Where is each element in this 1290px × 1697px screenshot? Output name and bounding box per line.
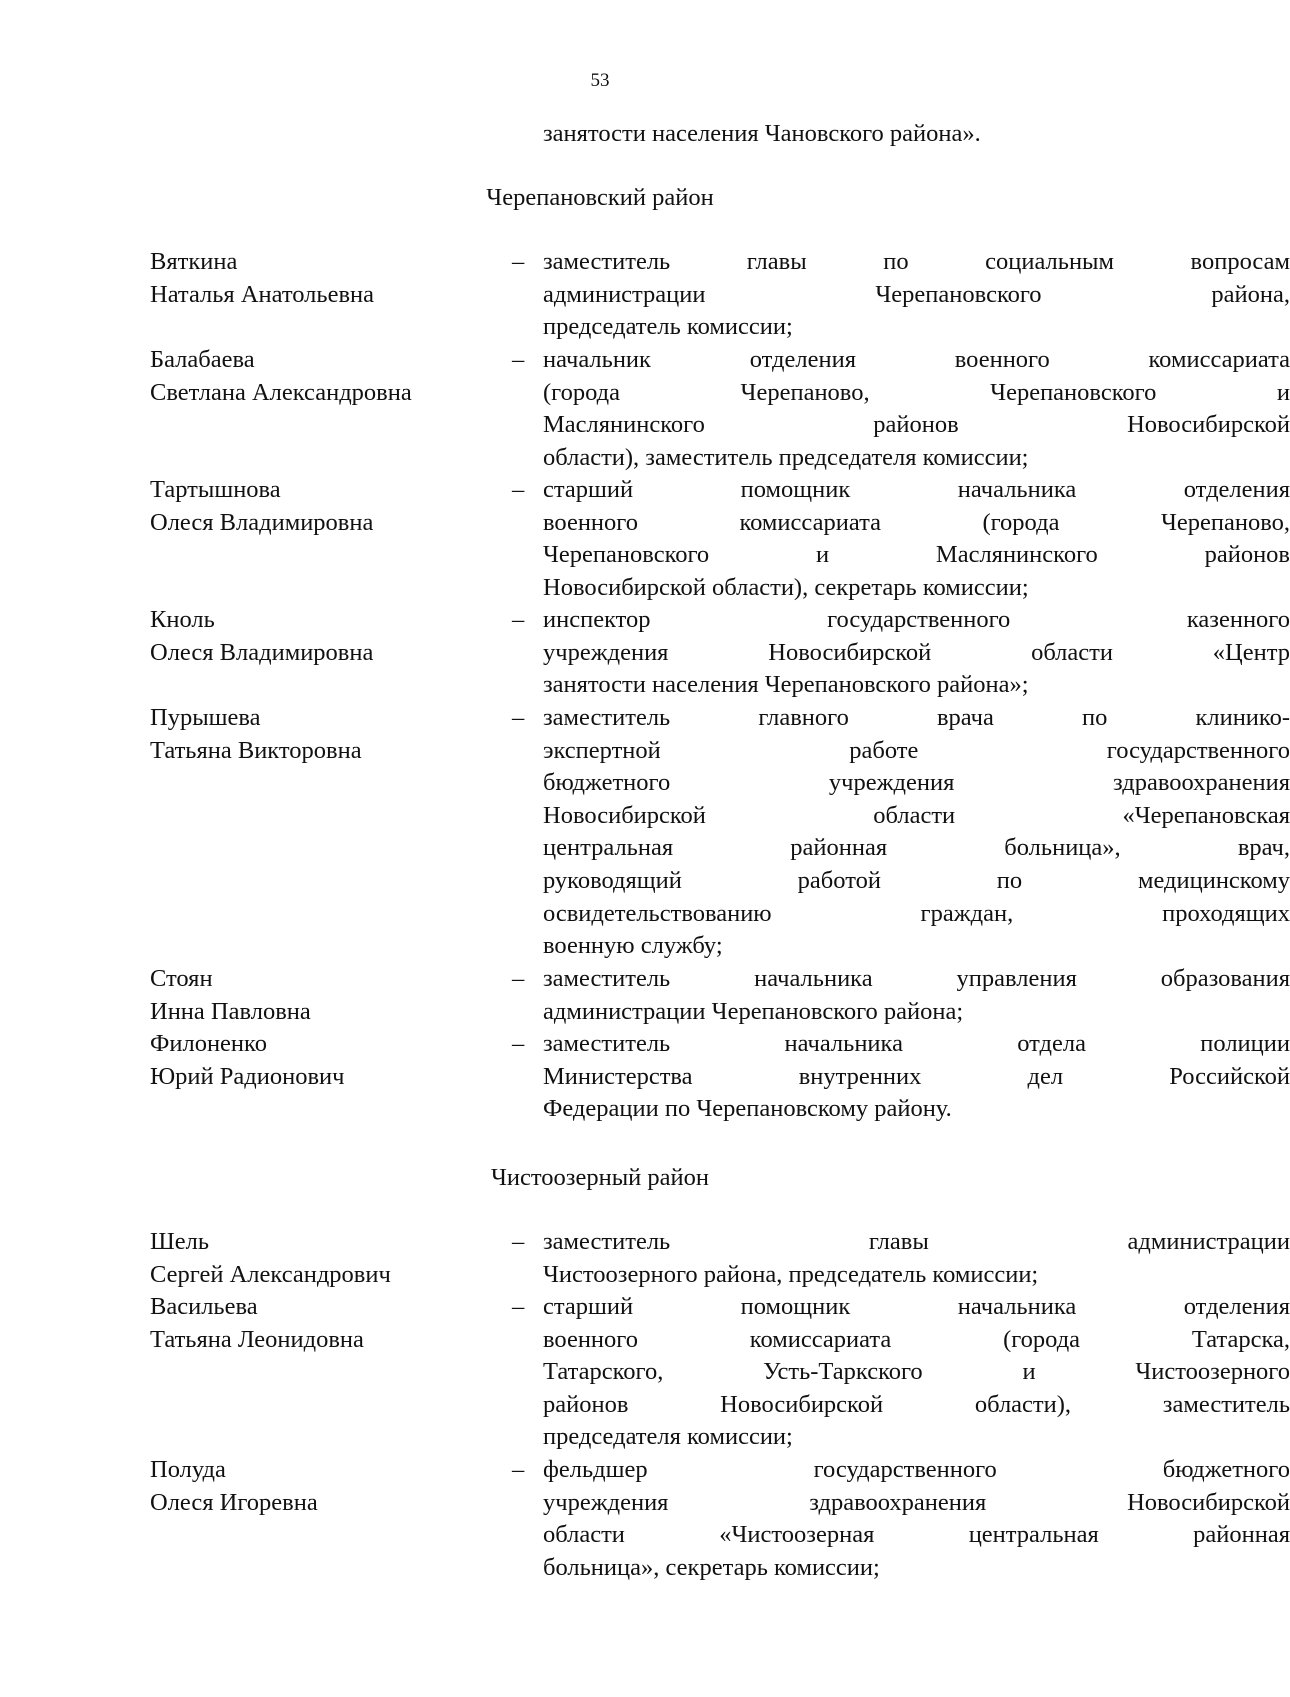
dash-separator: –	[512, 965, 525, 992]
role-line: старший помощник начальника отделения	[543, 476, 1290, 503]
member-given-names: Олеся Игоревна	[150, 1488, 318, 1516]
role-line: учреждения здравоохранения Новосибирской	[543, 1488, 1290, 1516]
member-surname: Балабаева	[150, 346, 255, 373]
member-surname: Полуда	[150, 1456, 226, 1483]
member-given-names: Олеся Владимировна	[150, 508, 374, 536]
page-number: 53	[590, 70, 610, 91]
member-role	[543, 474, 1290, 604]
district-title: Черепановский район	[486, 184, 714, 211]
role-line: Новосибирской области «Черепановская	[543, 801, 1290, 829]
dash-separator: –	[512, 248, 525, 275]
role-line: администрации Черепановского района;	[543, 997, 964, 1025]
member-name	[150, 963, 500, 1028]
role-line: старший помощник начальника отделения	[543, 1293, 1290, 1320]
role-line: освидетельствованию граждан, проходящих	[543, 899, 1290, 927]
role-line: Министерства внутренних дел Российской	[543, 1062, 1290, 1090]
role-line: Черепановского и Маслянинского районов	[543, 541, 1290, 569]
role-line: инспектор государственного казенного	[543, 606, 1290, 633]
member-role	[543, 1454, 1290, 1584]
member-surname: Кноль	[150, 606, 215, 633]
member-name	[150, 1291, 500, 1356]
member-surname: Шель	[150, 1228, 209, 1255]
member-given-names: Татьяна Викторовна	[150, 736, 362, 764]
member-given-names: Светлана Александровна	[150, 378, 412, 406]
role-line: области «Чистоозерная центральная районная	[543, 1521, 1290, 1549]
dash-separator: –	[512, 476, 525, 503]
role-line: Новосибирской области), секретарь комиссии;	[543, 573, 1029, 601]
role-line: больница», секретарь комиссии;	[543, 1553, 880, 1581]
role-line: Татарского, Усть-Таркского и Чистоозерного	[543, 1358, 1290, 1386]
member-name	[150, 246, 500, 311]
member-name	[150, 1028, 500, 1093]
member-name	[150, 1454, 500, 1519]
role-line: бюджетного учреждения здравоохранения	[543, 769, 1290, 797]
member-surname: Филоненко	[150, 1030, 267, 1057]
member-given-names: Наталья Анатольевна	[150, 280, 375, 308]
dash-separator: –	[512, 1456, 525, 1483]
role-line: (города Черепаново, Черепановского и	[543, 378, 1290, 406]
role-line: учреждения Новосибирской области «Центр	[543, 638, 1290, 666]
role-line: фельдшер государственного бюджетного	[543, 1456, 1290, 1483]
member-name	[150, 702, 500, 767]
member-name	[150, 1226, 500, 1291]
role-line: председателя комиссии;	[543, 1423, 793, 1451]
dash-separator: –	[512, 346, 525, 373]
member-surname: Стоян	[150, 965, 213, 992]
dash-separator: –	[512, 1030, 525, 1057]
member-surname: Васильева	[150, 1293, 258, 1320]
member-role	[543, 246, 1290, 344]
role-line: центральная районная больница», врач,	[543, 834, 1290, 862]
member-surname: Пурышева	[150, 704, 261, 731]
role-line: администрации Черепановского района,	[543, 280, 1290, 308]
member-given-names: Татьяна Леонидовна	[150, 1325, 364, 1353]
role-line: заместитель начальника отдела полиции	[543, 1030, 1290, 1057]
member-given-names: Юрий Радионович	[150, 1062, 345, 1090]
role-line: Маслянинского районов Новосибирской	[543, 411, 1290, 439]
member-surname: Тартышнова	[150, 476, 281, 503]
dash-separator: –	[512, 1293, 525, 1320]
member-role	[543, 604, 1290, 702]
role-line: председатель комиссии;	[543, 313, 793, 341]
member-name	[150, 474, 500, 539]
role-line: заместитель начальника управления образования	[543, 965, 1290, 992]
member-given-names: Инна Павловна	[150, 997, 311, 1025]
role-line: Федерации по Черепановскому району.	[543, 1095, 952, 1123]
member-given-names: Сергей Александрович	[150, 1260, 391, 1288]
member-name	[150, 604, 500, 669]
dash-separator: –	[512, 1228, 525, 1255]
role-line: начальник отделения военного комиссариата	[543, 346, 1290, 373]
role-line: Чистоозерного района, председатель комиссии;	[543, 1260, 1039, 1288]
role-line: военного комиссариата (города Татарска,	[543, 1325, 1290, 1353]
role-line: районов Новосибирской области), заместитель	[543, 1390, 1290, 1418]
member-given-names: Олеся Владимировна	[150, 638, 374, 666]
member-role	[543, 1028, 1290, 1126]
role-line: руководящий работой по медицинскому	[543, 866, 1290, 894]
member-role	[543, 702, 1290, 963]
district-title: Чистоозерный район	[491, 1164, 709, 1191]
member-name	[150, 344, 500, 409]
member-surname: Вяткина	[150, 248, 238, 275]
continuation-line: занятости населения Чановского района».	[543, 120, 981, 147]
member-role	[543, 963, 1290, 1028]
role-line: заместитель главы администрации	[543, 1228, 1290, 1255]
role-line: военного комиссариата (города Черепаново,	[543, 508, 1290, 536]
member-role	[543, 1291, 1290, 1454]
role-line: военную службу;	[543, 932, 723, 960]
member-role	[543, 344, 1290, 474]
member-role	[543, 1226, 1290, 1291]
dash-separator: –	[512, 704, 525, 731]
role-line: экспертной работе государственного	[543, 736, 1290, 764]
role-line: области), заместитель председателя комиссии;	[543, 443, 1029, 471]
role-line: заместитель главы по социальным вопросам	[543, 248, 1290, 275]
role-line: заместитель главного врача по клинико-	[543, 704, 1290, 731]
role-line: занятости населения Черепановского района»;	[543, 671, 1029, 699]
dash-separator: –	[512, 606, 525, 633]
